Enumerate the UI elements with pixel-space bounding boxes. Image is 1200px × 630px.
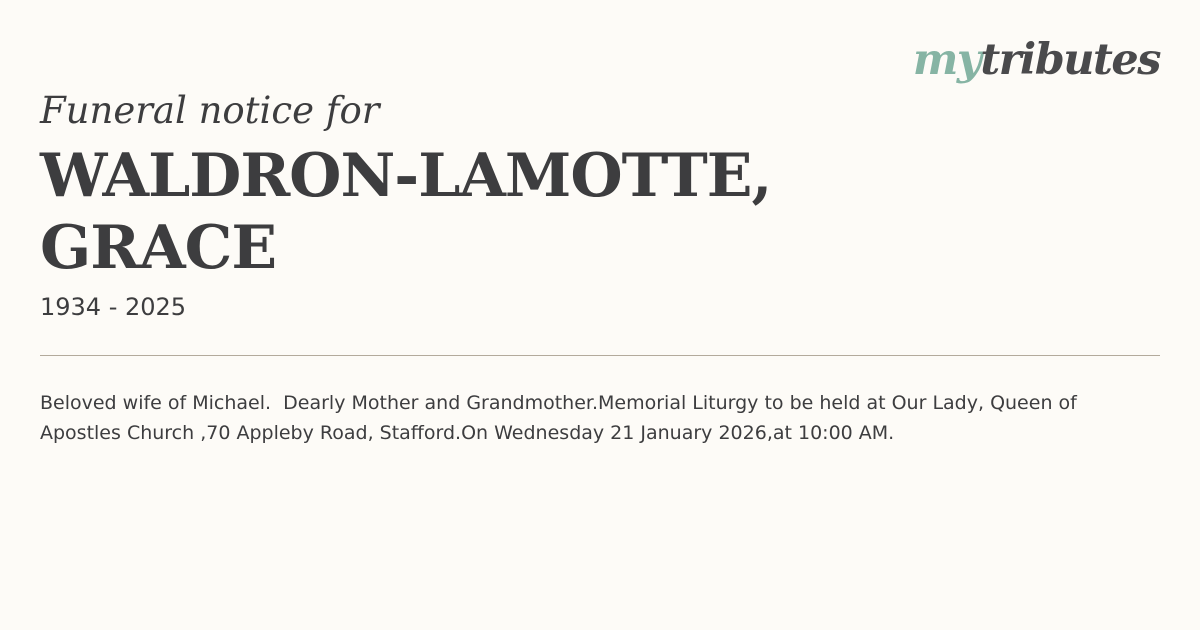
notice-message: Beloved wife of Michael. Dearly Mother and Grandmother.Memorial Liturgy to be held at Our Lady, Queen of Apostles Church ,70 Appleby Road, Stafford.On Wednesday 21 January 2026,at 10:00 AM. <box>40 392 1083 444</box>
deceased-given-name: GRACE <box>40 213 277 283</box>
notice-intro: Funeral notice for <box>40 89 380 132</box>
life-dates: 1934 - 2025 <box>40 293 187 321</box>
logo-tributes-text: tributes <box>980 35 1160 85</box>
mytributes-logo <box>913 32 1160 88</box>
deceased-name <box>40 140 940 284</box>
deceased-surname: WALDRON-LAMOTTE, <box>40 141 772 211</box>
logo-my-text: my <box>912 35 981 85</box>
divider <box>40 355 1160 356</box>
